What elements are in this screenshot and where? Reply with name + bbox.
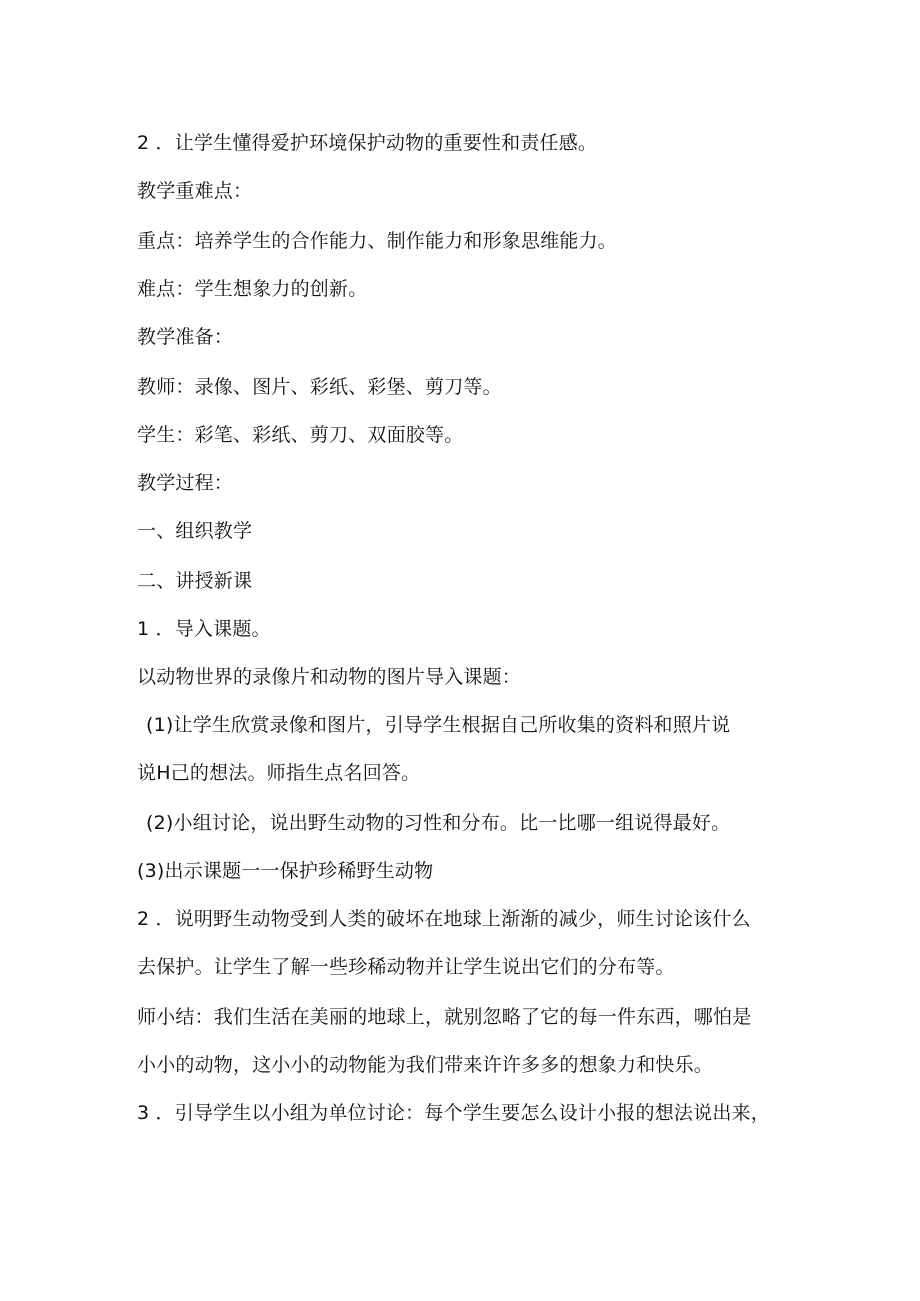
student-materials-line: 学生：彩笔、彩纸、剪刀、双面胶等。 (137, 424, 464, 446)
heading-key-difficult-points: 教学重难点： (137, 180, 253, 202)
summary-line-a: 师小结：我们生活在美丽的地球上，就别忽略了它的每一件东西，哪怕是 (137, 1006, 752, 1028)
section-2-line: 二、讲授新课 (137, 570, 253, 592)
difficult-point-line: 难点：学生想象力的创新。 (137, 278, 368, 300)
teacher-materials-line: 教师：录像、图片、彩纸、彩堡、剪刀等。 (137, 376, 502, 398)
step-2-line-a: 2 ．说明野生动物受到人类的破坏在地球上渐渐的减少，师生讨论该什么 (137, 908, 751, 930)
step-2-line-b: 去保护。让学生了解一些珍稀动物并让学生说出它们的分布等。 (137, 956, 675, 978)
key-point-line: 重点：培养学生的合作能力、制作能力和形象思维能力。 (137, 230, 618, 252)
heading-process: 教学过程： (137, 472, 234, 494)
item-2-line: (2)小组讨论，说出野生动物的习性和分布。比一比哪一组说得最好。 (146, 812, 731, 834)
item-1-line-b: 说H己的想法。师指生点名回答。 (137, 762, 421, 784)
summary-line-b: 小小的动物，这小小的动物能为我们带来许许多多的想象力和快乐。 (137, 1054, 714, 1076)
section-1-line: 一、组织教学 (137, 520, 253, 542)
intro-line: 以动物世界的录像片和动物的图片导入课题： (137, 666, 522, 688)
step-3-line: 3 ．引导学生以小组为单位讨论：每个学生要怎么设计小报的想法说出来， (137, 1102, 770, 1124)
heading-preparation: 教学准备： (137, 326, 234, 348)
item-3-line: (3)出示课题一一保护珍稀野生动物 (137, 860, 434, 882)
item-1-line-a: (1)让学生欣赏录像和图片，引导学生根据自己所收集的资料和照片说 (146, 714, 731, 736)
step-1-line: 1 ．导入课题。 (137, 618, 271, 640)
goal-2-line: 2 ．让学生懂得爱护环境保护动物的重要性和责任感。 (137, 132, 598, 154)
